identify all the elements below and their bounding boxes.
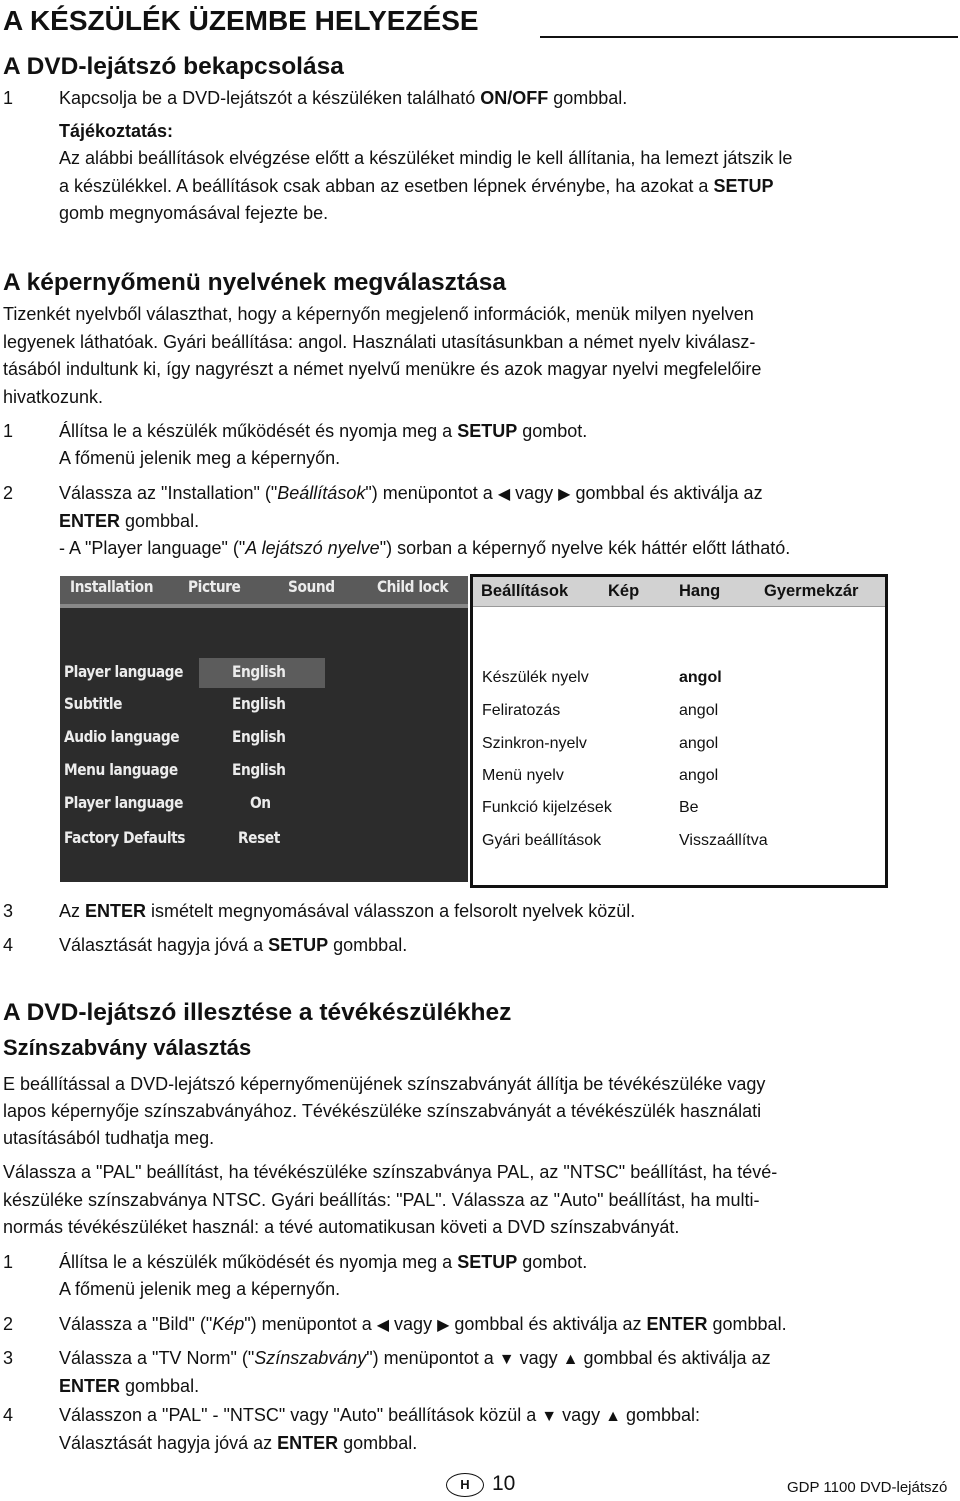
section-subheading-color-standard: Színszabvány választás xyxy=(3,1035,252,1060)
left-arrow-icon: ◀ xyxy=(376,1317,390,1334)
translation-row-value: angol xyxy=(679,735,719,752)
step-text: Válassza az "Installation" ("Beállítások") menüpontot a ◀ vagy ▶ gombbal és aktiválja az xyxy=(59,480,763,508)
osd-screenshot xyxy=(60,576,468,882)
translation-row-label: Feliratozás xyxy=(482,702,561,719)
step-text: Választását hagyja jóvá a SETUP gombbal. xyxy=(59,935,408,955)
up-arrow-icon: ▲ xyxy=(562,1351,579,1368)
osd-row-value: English xyxy=(232,662,286,681)
step-number: 1 xyxy=(3,88,14,108)
translation-box xyxy=(470,574,888,888)
step-text: Kapcsolja be a DVD-lejátszót a készüléken található ON/OFF gombbal. xyxy=(59,88,628,108)
step-number: 3 xyxy=(3,901,14,921)
translation-row-label: Funkció kijelzések xyxy=(482,799,612,816)
step-text: - A "Player language" ("A lejátszó nyelve") sorban a képernyő nyelve kék háttér előtt látható. xyxy=(59,538,791,558)
note-line: gomb megnyomásával fejezte be. xyxy=(59,203,329,223)
down-arrow-icon: ▼ xyxy=(498,1351,515,1368)
osd-row-value: Reset xyxy=(238,828,280,847)
step-text: Válassza a "Bild" ("Kép") menüpontot a ◀ vagy ▶ gombbal és aktiválja az ENTER gombbal. xyxy=(59,1311,787,1339)
down-arrow-icon: ▼ xyxy=(541,1408,558,1425)
step-text: ENTER gombbal. xyxy=(59,511,200,531)
osd-row-label: Menu language xyxy=(64,760,178,779)
translation-row-label: Szinkron-nyelv xyxy=(482,735,587,752)
translation-tab: Kép xyxy=(608,582,640,600)
section-heading-power-on: A DVD-lejátszó bekapcsolása xyxy=(3,53,344,80)
osd-tab: Picture xyxy=(188,577,241,596)
osd-row-value: English xyxy=(232,727,286,746)
up-arrow-icon: ▲ xyxy=(605,1408,621,1425)
step-subtext: A főmenü jelenik meg a képernyőn. xyxy=(59,448,341,468)
step-text: Választását hagyja jóvá az ENTER gombbal. xyxy=(59,1433,418,1453)
translation-row-value: angol xyxy=(679,669,722,686)
step-subtext: A főmenü jelenik meg a képernyőn. xyxy=(59,1279,341,1299)
title-rule xyxy=(540,36,958,38)
step-number: 4 xyxy=(3,1405,14,1425)
step-number: 1 xyxy=(3,1252,14,1272)
right-arrow-icon: ▶ xyxy=(558,486,571,503)
paragraph-line: Tizenkét nyelvből választhat, hogy a képernyőn megjelenő információk, menük milyen nyelven xyxy=(3,304,754,324)
page-title: A KÉSZÜLÉK ÜZEMBE HELYEZÉSE xyxy=(3,5,479,36)
osd-row-label: Subtitle xyxy=(64,694,123,713)
step-number: 2 xyxy=(3,483,14,503)
osd-tab: Sound xyxy=(288,577,335,596)
translation-tab: Gyermekzár xyxy=(764,582,859,600)
osd-row-label: Audio language xyxy=(64,727,180,746)
paragraph-line: lapos képernyője színszabványához. Tévékészüléke színszabványát a tévékészülék használati xyxy=(3,1101,762,1121)
osd-row-value: On xyxy=(250,793,271,812)
osd-row-label: Player language xyxy=(64,662,184,681)
paragraph-line: legyenek láthatóak. Gyári beállítása: angol. Használati utasításunkban a német nyelv kiválasz- xyxy=(3,332,756,352)
step-number: 2 xyxy=(3,1314,14,1334)
step-number: 4 xyxy=(3,935,14,955)
translation-tab: Beállítások xyxy=(481,582,569,600)
translation-tab: Hang xyxy=(679,582,721,600)
translation-row-label: Menü nyelv xyxy=(482,767,564,784)
osd-row-value: English xyxy=(232,760,286,779)
step-number: 3 xyxy=(3,1348,14,1368)
step-text: Válasszon a "PAL" - "NTSC" vagy "Auto" beállítások közül a ▼ vagy ▲ gombbal: xyxy=(59,1402,700,1430)
paragraph-line: Válassza a "PAL" beállítást, ha tévékészüléke színszabványa PAL, az "NTSC" beállítást, ha tévé- xyxy=(3,1162,778,1182)
note-line: a készülékkel. A beállítások csak abban az esetben lépnek érvénybe, ha azokat a SETUP xyxy=(59,176,774,196)
language-logo-icon: H xyxy=(446,1473,484,1497)
osd-row-value: English xyxy=(232,694,286,713)
paragraph-line: hivatkozunk. xyxy=(3,387,104,407)
translation-row-label: Gyári beállítások xyxy=(482,832,602,849)
note-line: Az alábbi beállítások elvégzése előtt a készüléket mindig le kell állítania, ha lemezt játszik le xyxy=(59,148,793,168)
paragraph-line: normás tévékészüléket használ: a tévé automatikusan követi a DVD színszabványát. xyxy=(3,1217,680,1237)
paragraph-line: tásából indultunk ki, így nagyrészt a német nyelvű menükre és azok magyar nyelvi megfelelőire xyxy=(3,359,762,379)
translation-row-value: angol xyxy=(679,767,719,784)
paragraph-line: utasításából tudhatja meg. xyxy=(3,1128,215,1148)
osd-row-label: Player language xyxy=(64,793,184,812)
osd-tab: Installation xyxy=(70,577,154,596)
step-text: Állítsa le a készülék működését és nyomja meg a SETUP gombot. xyxy=(59,421,588,441)
section-heading-osd-language: A képernyőmenü nyelvének megválasztása xyxy=(3,269,506,296)
page-number: 10 xyxy=(492,1472,516,1495)
osd-divider xyxy=(60,604,468,608)
step-text: Állítsa le a készülék működését és nyomja meg a SETUP gombot. xyxy=(59,1252,588,1272)
paragraph-line: készüléke színszabványa NTSC. Gyári beállítás: "PAL". Válassza az "Auto" beállítást, ha multi- xyxy=(3,1190,760,1210)
section-heading-tv-adjust: A DVD-lejátszó illesztése a tévékészülékhez xyxy=(3,999,512,1026)
step-text: ENTER gombbal. xyxy=(59,1376,200,1396)
translation-row-value: Be xyxy=(679,799,699,816)
osd-row-label: Factory Defaults xyxy=(64,828,186,847)
left-arrow-icon: ◀ xyxy=(497,486,511,503)
translation-row-value: angol xyxy=(679,702,719,719)
paragraph-line: E beállítással a DVD-lejátszó képernyőmenüjének színszabványát állítja be tévékészüléke vagy xyxy=(3,1074,766,1094)
footer-model: GDP 1100 DVD-lejátszó xyxy=(787,1479,948,1496)
osd-tab: Child lock xyxy=(377,577,449,596)
right-arrow-icon: ▶ xyxy=(437,1317,450,1334)
step-number: 1 xyxy=(3,421,14,441)
translation-row-value: Visszaállítva xyxy=(679,832,768,849)
translation-row-label: Készülék nyelv xyxy=(482,669,589,686)
step-text: Az ENTER ismételt megnyomásával válasszon a felsorolt nyelvek közül. xyxy=(59,901,636,921)
step-text: Válassza a "TV Norm" ("Színszabvány") menüpontot a ▼ vagy ▲ gombbal és aktiválja az xyxy=(59,1345,771,1373)
note-label: Tájékoztatás: xyxy=(59,121,174,141)
